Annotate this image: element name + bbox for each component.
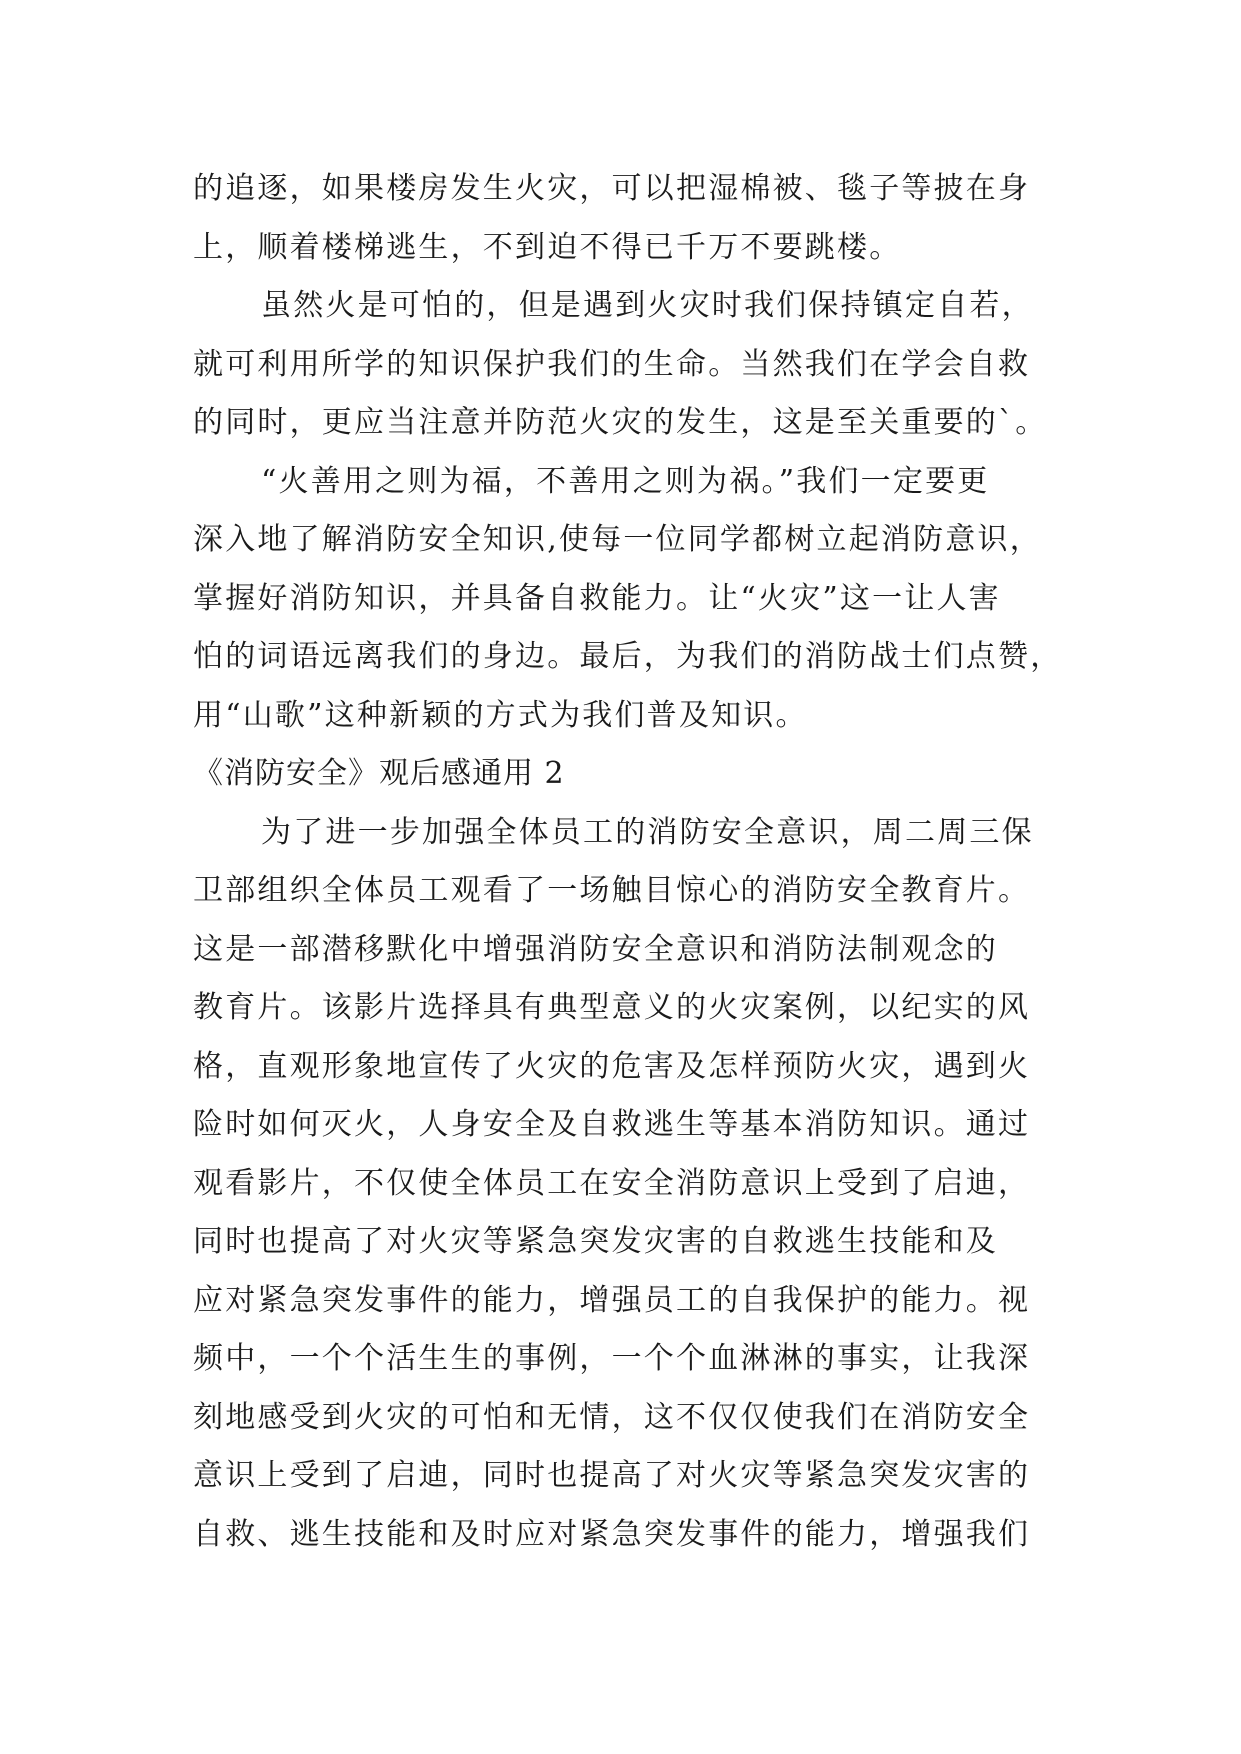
text-line: 这是一部潜移默化中增强消防安全意识和消防法制观念的 (193, 931, 998, 967)
text-line: 观看影片，不仅使全体员工在安全消防意识上受到了启迪， (193, 1165, 1031, 1201)
text-line: 自救、逃生技能和及时应对紧急突发事件的能力，增强我们 (193, 1516, 1031, 1552)
text-line: 的追逐，如果楼房发生火灾，可以把湿棉被、毯子等披在身 (193, 171, 1031, 206)
document-body (193, 160, 1063, 1564)
text-line: 掌握好消防知识，并具备自救能力。让“火灾”这一让人害 (193, 580, 1001, 616)
text-line: 同时也提高了对火灾等紧急突发灾害的自救逃生技能和及 (193, 1224, 998, 1259)
text-line: 格，直观形象地宣传了火灾的危害及怎样预防火灾，遇到火 (193, 1048, 1031, 1084)
text-line: 卫部组织全体员工观看了一场触目惊心的消防安全教育片。 (193, 873, 1031, 908)
text-line: 怕的词语远离我们的身边。最后，为我们的消防战士们点赞， (193, 639, 1063, 674)
paragraph-start-line: “火善用之则为福，不善用之则为祸。”我们一定要更 (261, 463, 990, 499)
text-line: 上，顺着楼梯逃生，不到迫不得已千万不要跳楼。 (193, 229, 902, 265)
text-line: 教育片。该影片选择具有典型意义的火灾案例，以纪实的风 (193, 990, 1031, 1025)
paragraph-start-line: 为了进一步加强全体员工的消防安全意识，周二周三保 (261, 814, 1034, 850)
text-line: 应对紧急突发事件的能力，增强员工的自我保护的能力。视 (193, 1282, 1031, 1318)
text-line: 就可利用所学的知识保护我们的生命。当然我们在学会自救 (193, 346, 1031, 382)
text-line: 用“山歌”这种新颖的方式为我们普及知识。 (193, 697, 808, 733)
section-heading: 《消防安全》观后感通用 2 (193, 756, 565, 791)
paragraph-start-line: 虽然火是可怕的，但是遇到火灾时我们保持镇定自若， (261, 288, 1034, 323)
text-line: 意识上受到了启迪，同时也提高了对火灾等紧急突发灾害的 (193, 1458, 1031, 1493)
text-line: 险时如何灭火，人身安全及自救逃生等基本消防知识。通过 (193, 1107, 1031, 1142)
text-line: 刻地感受到火灾的可怕和无情，这不仅仅使我们在消防安全 (193, 1399, 1031, 1435)
text-line: 的同时，更应当注意并防范火灾的发生，这是至关重要的`。 (193, 405, 1048, 440)
text-line: 频中，一个个活生生的事例，一个个血淋淋的事实，让我深 (193, 1341, 1031, 1376)
text-line: 深入地了解消防安全知识,使每一位同学都树立起消防意识， (193, 522, 1042, 557)
